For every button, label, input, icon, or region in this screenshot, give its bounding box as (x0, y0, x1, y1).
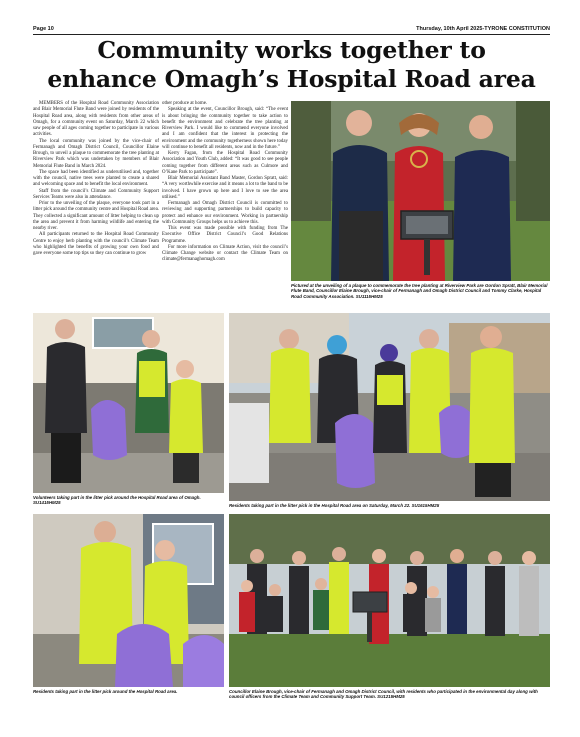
paragraph: All participants returned to the Hospital Road Community Centre to enjoy herb planting with the council’s Climate Team who highlighted the benefits of growing your own food and gave everyone some top tips so they can continue to grow (33, 232, 159, 256)
paragraph: other produce at home. (162, 101, 208, 106)
headline-line-1: Community works together to (97, 36, 486, 64)
group-caption: Councillor Elaine Brough, vice-chair of Fermanagh and Omagh District Council, with residents who participated in the environmental day along with council officers from the Climate Team and Community Support Team. SU1215HM25 (229, 689, 538, 700)
paragraph: Prior to the unveiling of the plaque, everyone took part in a litter pick around the community centre and Hospital Road area. They collected a significant amount of litter helping to clean up the area and prevent it from harming wildlife and entering the nearby river. (33, 201, 159, 231)
plaque-caption: Pictured at the unveiling of a plaque to commemorate the tree planting at Riverview Park are Gordon Spratt, Blair Memorial Flute Band, Councillor Elaine Brough, vice-chair of Fermanagh and Omagh District Council and Tommy Clarke, Hospital Road Community Association. SU1115HM25 (291, 283, 548, 299)
paragraph: The space had been identified as underutilised and, together with the council, native trees were planted to create a shared and welcoming space and to benefit the local environment. (33, 169, 159, 188)
paragraph: Fermanagh and Omagh District Council is committed to reviewing and supporting partnerships to build capacity to protect and enhance our environment. Working in partnership with Community Groups helps us to achieve this. (162, 201, 288, 225)
dateline: Thursday, 10th April 2025-TYRONE CONSTITUTION (416, 26, 550, 32)
residents-caption: Residents taking part in the litter pick around the Hospital Road area. (33, 689, 178, 694)
paragraph: Kerry Fagan, from the Hospital Road Community Association and Youth Club, added: “It was good to see people coming together from different areas such as Culmore and O’Kane Park to participate”. (162, 151, 288, 175)
header-rule (33, 34, 550, 35)
paragraph: This event was made possible with funding from The Executive Office District Council’s Good Relations Programme. (162, 226, 288, 244)
litter-pick-photo-right (229, 313, 550, 501)
paragraph: Speaking at the event, Councillor Brough, said: “The event is about bringing the community together to take action to benefit the environment and celebrate the tree planting at Riverview Park. I would like to commend everyone involved and I am confident that the interest in protecting the environment and the community togetherness shown here today will continue to benefit all residents, now and in the future.” (162, 107, 288, 150)
plaque-photo (291, 101, 550, 281)
headline (33, 36, 550, 94)
paragraph: Staff from the council’s Climate and Community Support Services Teams were also in attendance. (33, 188, 159, 200)
article-column-2 (162, 101, 288, 264)
group-photo (229, 514, 550, 687)
paragraph: For more information on Climate Action, visit the council’s Climate Change website or contact the Climate Team on climate@fermanaghomagh.com (162, 244, 288, 263)
article-column-1 (33, 101, 159, 257)
litter-pick-photo-left (33, 313, 224, 493)
paragraph: The local community was joined by the vice-chair of Fermanagh and Omagh District Council, Councillor Elaine Brough, to unveil a plaque to commemorate the tree planting at Riverview Park which was undertaken by members of Blair Memorial Flute Band in March 2024. (33, 138, 159, 169)
paragraph: Blair Memorial Assistant Band Master, Gordon Spratt, said: “A very worthwhile exercise and it means a lot to the band to be involved. I have grown up here and I love to see the area utilised.” (162, 176, 288, 200)
residents-photo (33, 514, 224, 687)
litter-right-caption: Residents taking part in the litter pick in the Hospital Road area on Saturday, March 22. SU1615HM25 (229, 503, 440, 508)
page-number: Page 10 (33, 26, 54, 32)
litter-left-caption: Volunteers taking part in the litter pick around the Hospital Road area of Omagh. SU1415HM25 (33, 495, 201, 506)
headline-line-2: enhance Omagh’s Hospital Road area (47, 65, 536, 93)
paragraph: MEMBERS of the Hospital Road Community Association and Blair Memorial Flute Band were joined by residents of the Hospital Road area, along with residents from other areas of Omagh, for a community event on Saturday, March 22 which saw people of all ages coming together to participate in various activities. (33, 101, 159, 138)
